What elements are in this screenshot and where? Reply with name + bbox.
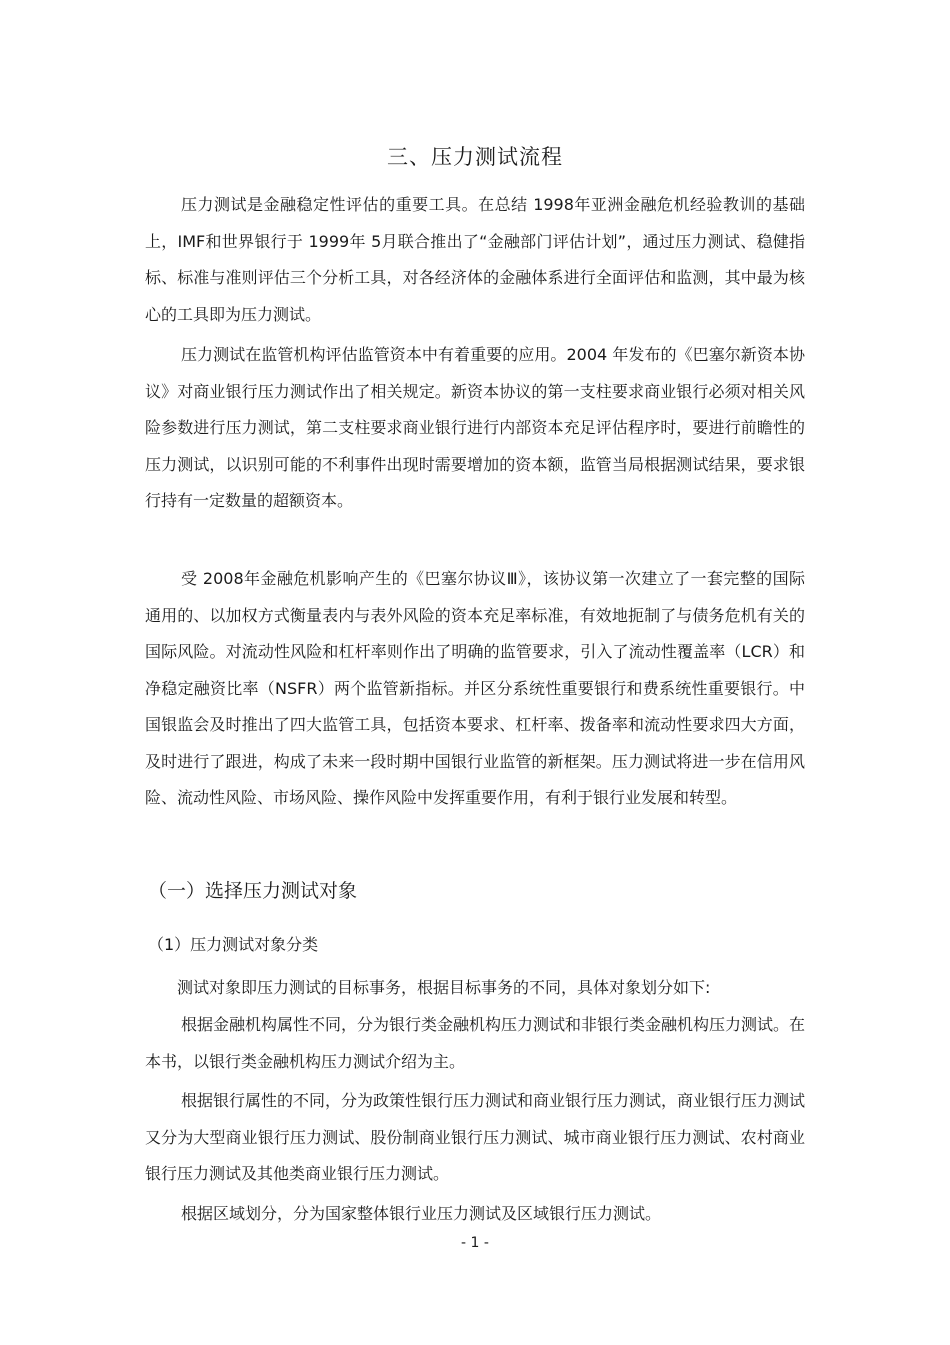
subsection-heading: （1）压力测试对象分类 — [148, 935, 319, 954]
intro-paragraph-2: 压力测试在监管机构评估监管资本中有着重要的应用。2004 年发布的《巴塞尔新资本协议》对商业银行压力测试作出了相关规定。新资本协议的第一支柱要求商业银行必须对相关风险参数进行压力测试，第二支柱要求商业银行进行内部资本充足评估程序时，要进行前瞻性的压力测试，以识别可能的不利事件出现时需要增加的资本额，监管当局根据测试结果，要求银行持有一定数量的超额资本。 — [145, 345, 805, 510]
intro-paragraph-3: 受 2008年金融危机影响产生的《巴塞尔协议Ⅲ》，该协议第一次建立了一套完整的国际通用的、以加权方式衡量表内与表外风险的资本充足率标准，有效地扼制了与债务危机有关的国际风险。对流动性风险和杠杆率则作出了明确的监管要求，引入了流动性覆盖率（LCR）和净稳定融资比率（NSFR）两个监管新指标。并区分系统性重要银行和费系统性重要银行。中国银监会及时推出了四大监管工具，包括资本要求、杠杆率、拨备率和流动性要求四大方面，及时进行了跟进，构成了未来一段时期中国银行业监管的新框架。压力测试将进一步在信用风险、流动性风险、市场风险、操作风险中发挥重要作用，有利于银行业发展和转型。 — [145, 569, 805, 807]
page-title: 三、压力测试流程 — [387, 145, 563, 169]
body-paragraph-2: 根据金融机构属性不同，分为银行类金融机构压力测试和非银行类金融机构压力测试。在本书，以银行类金融机构压力测试介绍为主。 — [145, 1015, 806, 1071]
section-heading: （一）选择压力测试对象 — [148, 880, 358, 902]
body-paragraph-3: 根据银行属性的不同，分为政策性银行压力测试和商业银行压力测试，商业银行压力测试又分为大型商业银行压力测试、股份制商业银行压力测试、城市商业银行压力测试、农村商业银行压力测试及其他类商业银行压力测试。 — [145, 1091, 806, 1183]
body-paragraph-4: 根据区域划分，分为国家整体银行业压力测试及区域银行压力测试。 — [181, 1204, 662, 1223]
body-paragraph-1: 测试对象即压力测试的目标事务，根据目标事务的不同，具体对象划分如下: — [177, 978, 711, 997]
page-number: - 1 - — [461, 1235, 489, 1251]
intro-paragraph-1: 压力测试是金融稳定性评估的重要工具。在总结 1998年亚洲金融危机经验教训的基础上，IMF和世界银行于 1999年 5月联合推出了“金融部门评估计划”，通过压力测试、稳健指标、标准与准则评估三个分析工具，对各经济体的金融体系进行全面评估和监测，其中最为核心的工具即为压力测试。 — [145, 195, 805, 324]
